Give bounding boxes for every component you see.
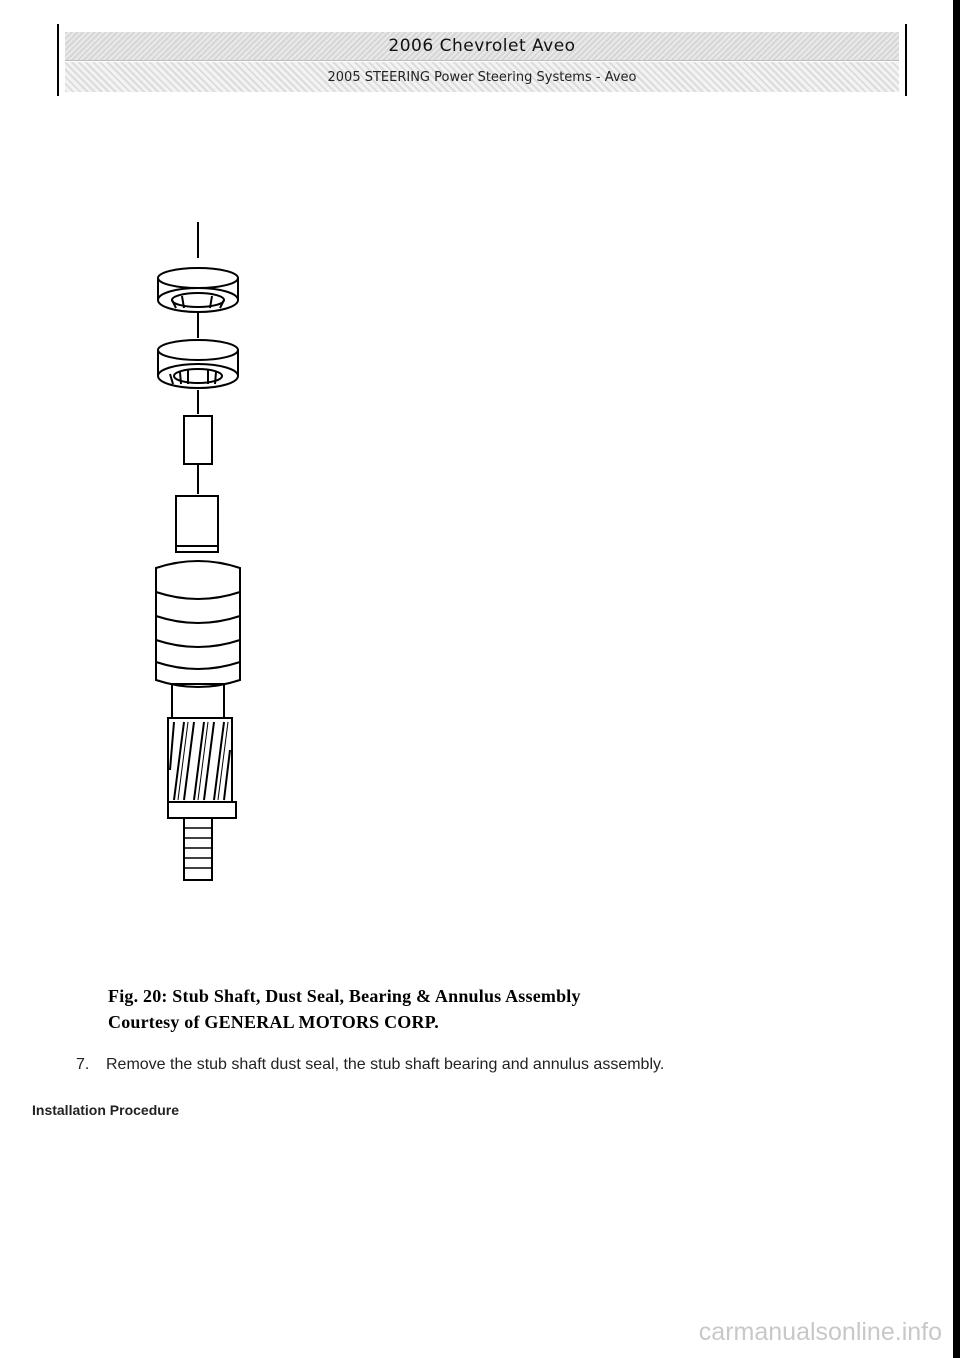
watermark-text: carmanualsonline.info (698, 1318, 942, 1346)
bearing-part (158, 340, 238, 388)
stub-shaft-illustration (140, 210, 270, 900)
header-subtitle-band (65, 62, 899, 92)
document-title: 2006 Chevrolet Aveo (388, 36, 576, 56)
header-left-rule (57, 24, 59, 96)
procedure-step (76, 1056, 664, 1074)
threaded-stub-part (168, 802, 236, 880)
annulus-assembly-part (156, 561, 240, 687)
caption-title: Fig. 20: Stub Shaft, Dust Seal, Bearing & Annulus Assembly (108, 986, 581, 1006)
header-title-band (65, 32, 899, 61)
step-number: 7. (76, 1056, 90, 1073)
pinion-gear-part (168, 718, 232, 802)
figure-caption (108, 983, 581, 1035)
sleeve-part (184, 416, 212, 494)
document-header (57, 24, 907, 96)
header-right-rule (905, 24, 907, 96)
lower-shaft (172, 684, 224, 718)
step-text: Remove the stub shaft dust seal, the stub shaft bearing and annulus assembly. (106, 1056, 665, 1073)
caption-credit: Courtesy of GENERAL MOTORS CORP. (108, 1012, 439, 1032)
section-heading: Installation Procedure (32, 1102, 180, 1118)
page-border (953, 0, 960, 1358)
dust-seal-part (158, 268, 238, 312)
document-subtitle: 2005 STEERING Power Steering Systems - Aveo (327, 69, 637, 85)
upper-shaft (176, 496, 218, 552)
